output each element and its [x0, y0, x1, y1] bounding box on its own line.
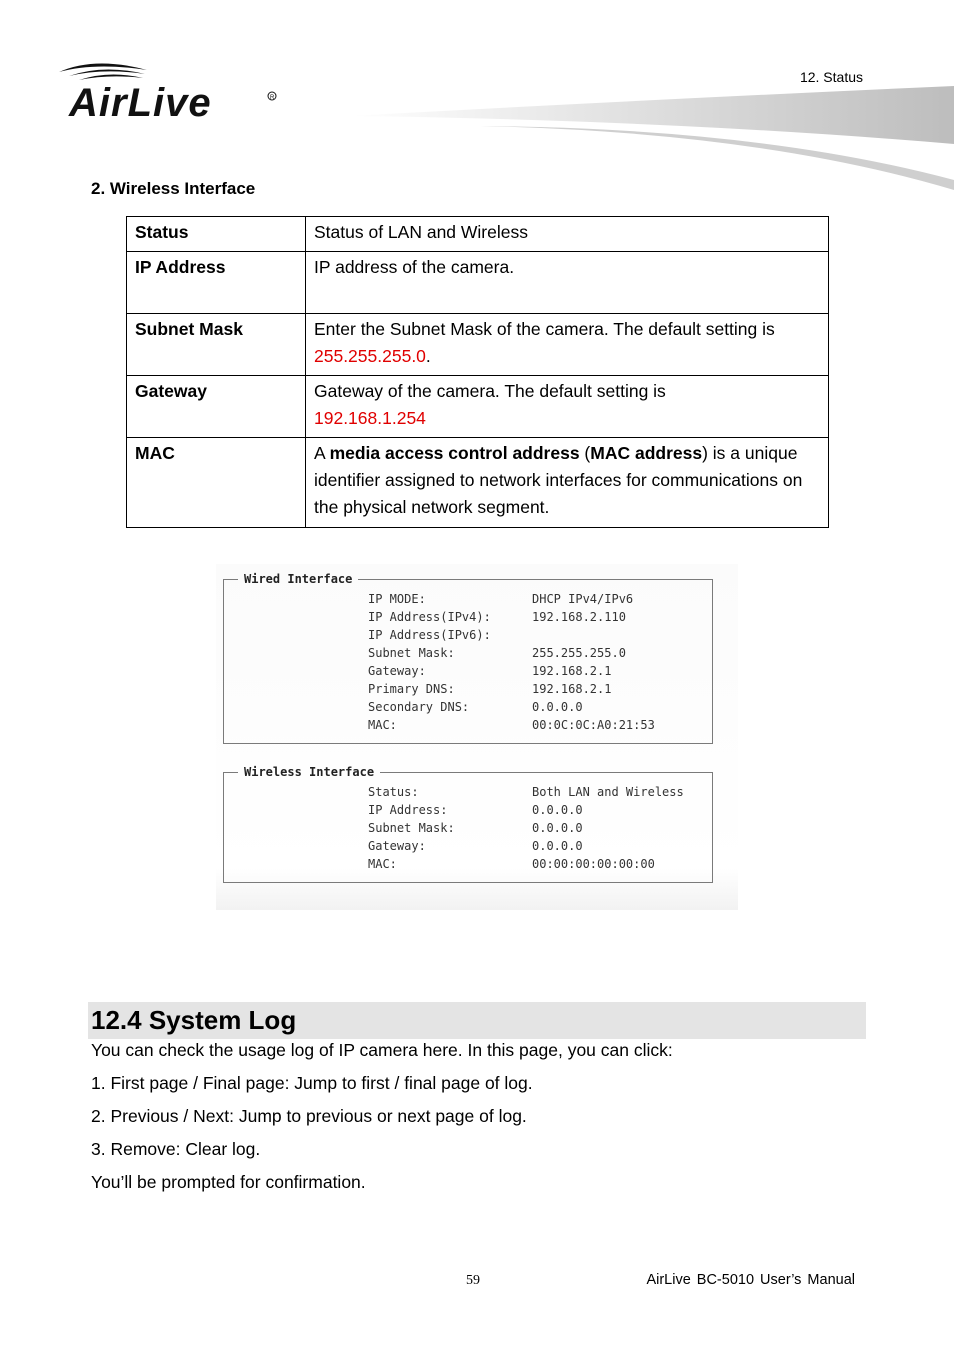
info-value: 192.168.2.1: [532, 664, 612, 678]
chapter-label: 12. Status: [799, 69, 863, 85]
row-desc: Gateway of the camera. The default setting is 192.168.1.254: [306, 376, 829, 438]
paragraph: You’ll be prompted for confirmation.: [91, 1172, 366, 1192]
airlive-logo: [55, 58, 285, 124]
table-row: [127, 252, 829, 314]
section-subheading: 2. Wireless Interface: [91, 179, 256, 198]
section-title: 12.4 System Log: [91, 1005, 297, 1035]
info-value: 00:00:00:00:00:00: [532, 857, 655, 871]
page-number: 59: [466, 1273, 480, 1288]
row-desc: Status of LAN and Wireless: [306, 217, 829, 252]
info-label: MAC:: [368, 718, 397, 732]
info-label: Primary DNS:: [368, 682, 455, 696]
svg-text:R: R: [270, 95, 275, 101]
paragraph: 3. Remove: Clear log.: [91, 1139, 261, 1159]
info-label: Gateway:: [368, 839, 426, 853]
row-desc: Enter the Subnet Mask of the camera. The default setting is 255.255.255.0.: [306, 314, 829, 376]
info-label: Secondary DNS:: [368, 700, 470, 714]
default-value: 192.168.1.254: [314, 408, 426, 428]
row-desc: A media access control address (MAC address) is a unique identifier assigned to network interfaces for communications on the physical network segment.: [306, 438, 829, 528]
paragraph: You can check the usage log of IP camera here. In this page, you can click:: [91, 1040, 673, 1060]
wireless-interface-table: [126, 216, 829, 528]
manual-title: AirLive BC-5010 User’s Manual: [646, 1272, 855, 1288]
paragraph: 1. First page / Final page: Jump to first / final page of log.: [91, 1073, 533, 1093]
status-screenshot: [216, 564, 738, 910]
info-value: Both LAN and Wireless: [532, 785, 684, 799]
table-row: [127, 217, 829, 252]
row-key: IP Address: [127, 252, 306, 314]
info-value: 0.0.0.0: [532, 839, 583, 853]
info-value: DHCP IPv4/IPv6: [532, 592, 634, 606]
row-key: Subnet Mask: [127, 314, 306, 376]
info-label: Subnet Mask:: [368, 646, 455, 660]
info-label: MAC:: [368, 857, 397, 871]
info-value: 255.255.255.0: [532, 646, 626, 660]
info-value: 192.168.2.1: [532, 682, 612, 696]
info-value: 00:0C:0C:A0:21:53: [532, 718, 655, 732]
svg-text:AirLive: AirLive: [69, 81, 212, 124]
row-key: Gateway: [127, 376, 306, 438]
info-label: IP Address(IPv4):: [368, 610, 491, 624]
info-label: Gateway:: [368, 664, 426, 678]
group-title: Wireless Interface: [244, 765, 375, 779]
info-label: Subnet Mask:: [368, 821, 455, 835]
info-value: 192.168.2.110: [532, 610, 626, 624]
info-label: Status:: [368, 785, 419, 799]
info-value: 0.0.0.0: [532, 821, 583, 835]
header-swoosh-graphic: [340, 80, 954, 195]
table-row: [127, 314, 829, 376]
group-title: Wired Interface: [244, 572, 353, 586]
info-label: IP MODE:: [368, 592, 426, 606]
table-row: [127, 438, 829, 528]
row-desc: IP address of the camera.: [306, 252, 829, 314]
info-value: 0.0.0.0: [532, 700, 583, 714]
info-value: 0.0.0.0: [532, 803, 583, 817]
row-key: Status: [127, 217, 306, 252]
info-label: IP Address(IPv6):: [368, 628, 491, 642]
paragraph: 2. Previous / Next: Jump to previous or next page of log.: [91, 1106, 527, 1126]
info-label: IP Address:: [368, 803, 448, 817]
default-value: 255.255.255.0: [314, 346, 426, 366]
table-row: [127, 376, 829, 438]
row-key: MAC: [127, 438, 306, 528]
